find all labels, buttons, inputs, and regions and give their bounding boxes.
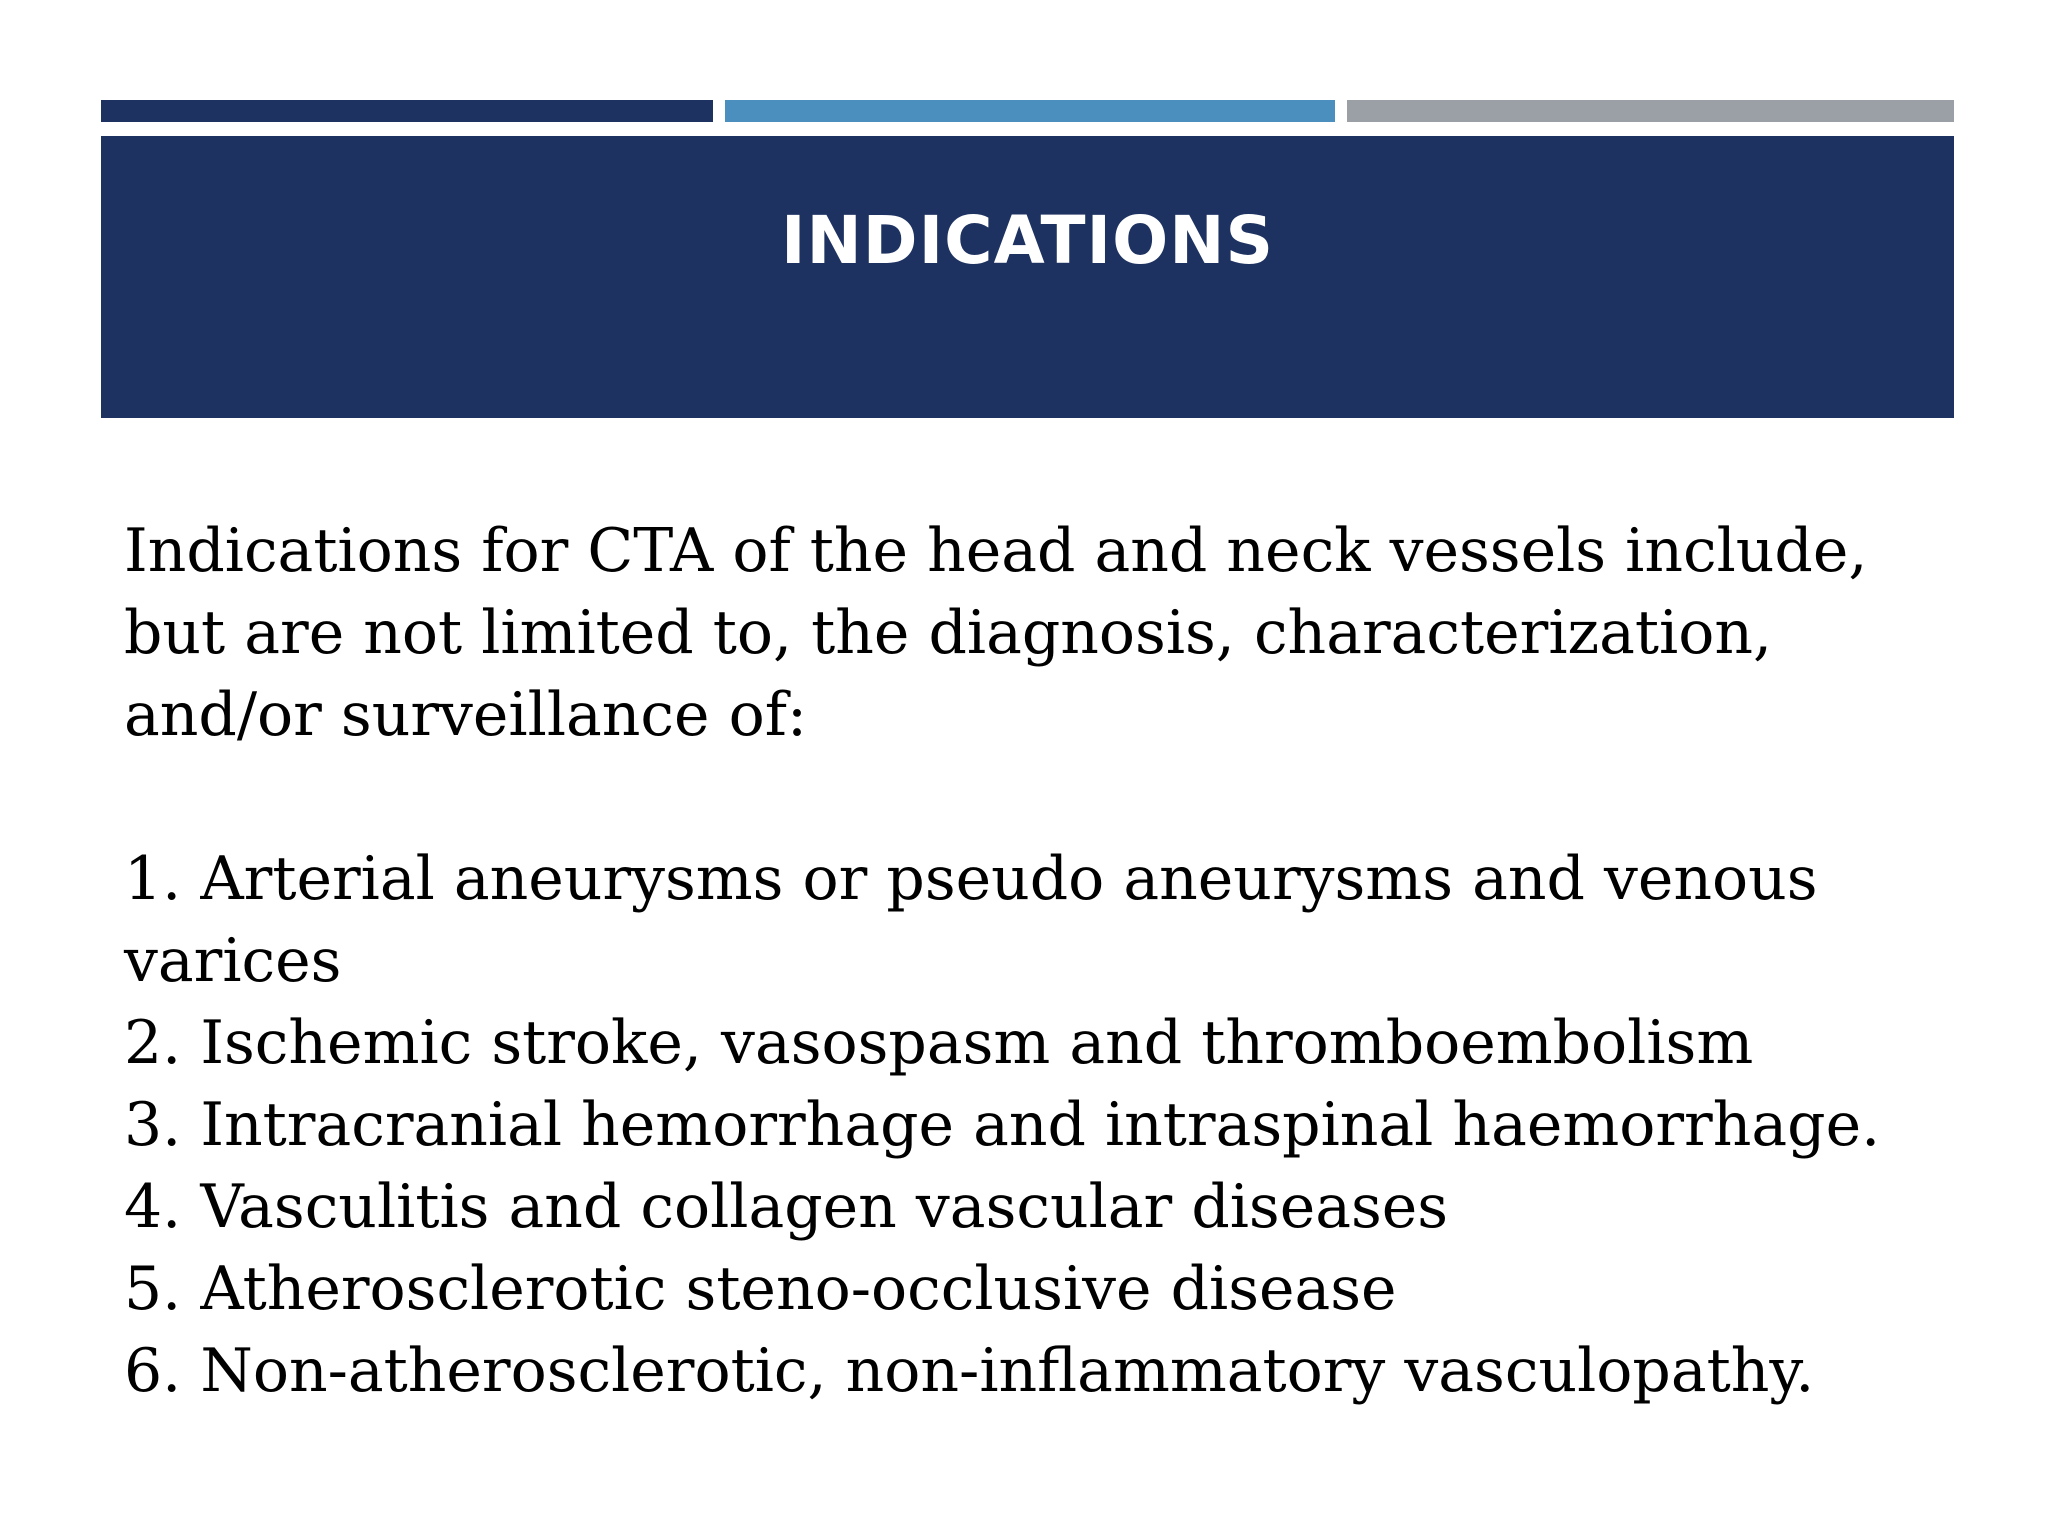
title-banner xyxy=(101,136,1954,418)
list-item: 6. Non-atherosclerotic, non-inflammatory vasculopathy. xyxy=(124,1336,1815,1406)
list-item: 3. Intracranial hemorrhage and intraspinal haemorrhage. xyxy=(124,1090,1881,1160)
accent-bar-navy xyxy=(101,100,713,122)
intro-text: Indications for CTA of the head and neck vessels include, but are not limited to, the diagnosis, characterization, and/or surveillance of: xyxy=(124,516,1868,750)
paragraph-spacer xyxy=(124,756,1944,838)
list-item: 4. Vasculitis and collagen vascular diseases xyxy=(124,1172,1449,1242)
list-item: 5. Atherosclerotic steno-occlusive disease xyxy=(124,1254,1397,1324)
indications-list xyxy=(124,838,1944,1412)
accent-bar-light-blue xyxy=(725,100,1335,122)
slide-title: INDICATIONS xyxy=(781,202,1274,279)
accent-bar-gray xyxy=(1347,100,1954,122)
header-accent-bars xyxy=(101,100,1954,122)
list-item: 1. Arterial aneurysms or pseudo aneurysms and venous varices xyxy=(124,844,1818,996)
slide-content xyxy=(124,510,1944,1412)
list-item: 2. Ischemic stroke, vasospasm and thromboembolism xyxy=(124,1008,1754,1078)
